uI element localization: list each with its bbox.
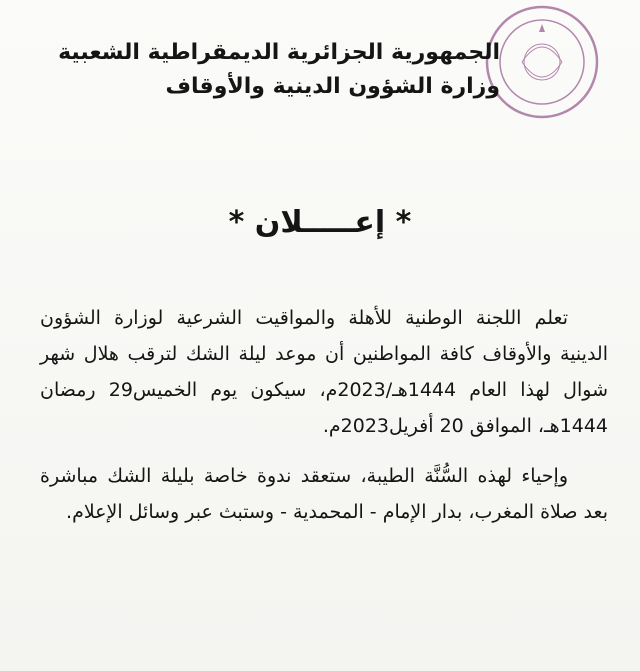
republic-name: الجمهورية الجزائرية الديمقراطية الشعبية	[58, 40, 500, 65]
ministry-name: وزارة الشؤون الدينية والأوقاف	[165, 74, 500, 99]
letterhead	[58, 36, 500, 104]
paragraph-moon-sighting-date: تعلم اللجنة الوطنية للأهلة والمواقيت الشرعية لوزارة الشؤون الدينية والأوقاف كافة المواطنين أن موعد ليلة الشك لترقب هلال شهر شوال لهذا العام 1444هـ/2023م، سيكون يوم الخميس29 رمضان 1444هـ، الموافق 20 أفريل2023م.	[40, 307, 608, 437]
paragraph-symposium: وإحياء لهذه السُّنَّة الطيبة، ستعقد ندوة خاصة بليلة الشك مباشرة بعد صلاة المغرب، بدار الإمام - المحمدية - وستبث عبر وسائل الإعلام.	[40, 465, 608, 523]
announcement-title: * إعـــــلان *	[228, 205, 412, 240]
announcement-body	[40, 300, 608, 530]
official-seal-stamp	[482, 2, 602, 122]
